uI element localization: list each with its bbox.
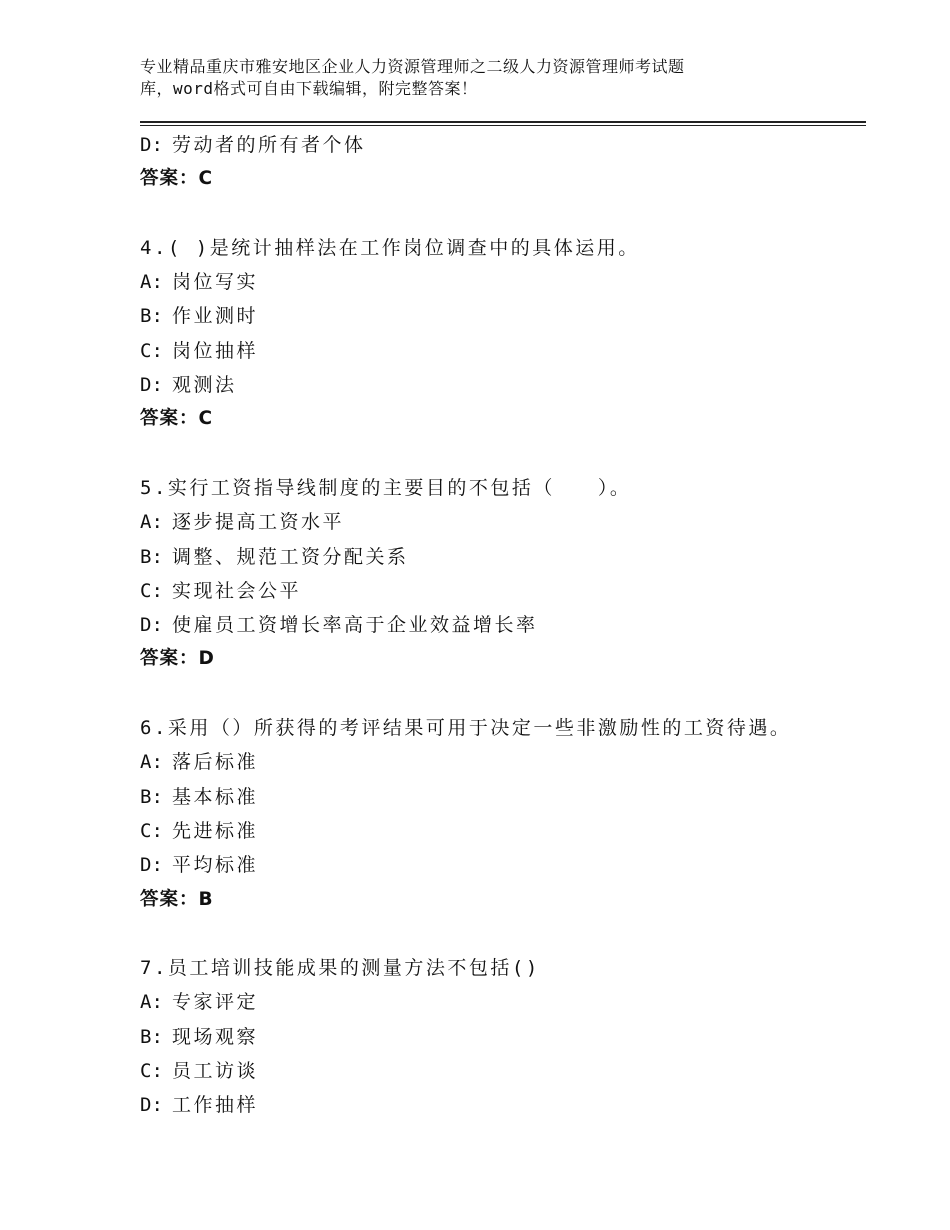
option-text: 岗位抽样 <box>172 339 259 362</box>
option-letter: A: <box>140 991 163 1014</box>
option-letter: D: <box>140 854 163 877</box>
q7-option-a <box>140 985 866 1019</box>
option-letter: B: <box>140 305 163 328</box>
option-text: 基本标准 <box>172 785 259 808</box>
option-letter: C: <box>140 819 163 842</box>
option-text: 逐步提高工资水平 <box>172 511 345 534</box>
option-letter: D: <box>140 374 163 397</box>
option-letter: A: <box>140 511 163 534</box>
option-letter: D: <box>140 614 163 637</box>
q6-answer: 答案：B <box>140 888 214 910</box>
option-text: 观测法 <box>172 374 237 397</box>
q7-option-c <box>140 1054 866 1088</box>
option-text: 调整、规范工资分配关系 <box>172 545 409 568</box>
option-text: 劳动者的所有者个体 <box>172 134 366 156</box>
prev-option-d <box>140 128 866 162</box>
option-letter: C: <box>140 1060 163 1083</box>
q6-option-c <box>140 814 866 848</box>
option-text: 岗位写实 <box>172 271 259 294</box>
q4-option-d <box>140 368 866 402</box>
q6-option-d <box>140 848 866 882</box>
spacer <box>140 197 866 231</box>
q7-option-d <box>140 1088 866 1122</box>
q5-option-a <box>140 505 866 539</box>
option-text: 落后标准 <box>172 751 259 774</box>
option-letter: B: <box>140 1025 163 1048</box>
option-text: 实现社会公平 <box>172 579 302 602</box>
q5-option-b <box>140 540 866 574</box>
q5-stem: 5.实行工资指导线制度的主要目的不包括（ ）。 <box>140 476 632 499</box>
option-text: 员工访谈 <box>172 1060 259 1083</box>
q5-option-d <box>140 608 866 642</box>
option-text: 平均标准 <box>172 854 259 877</box>
spacer <box>140 677 866 711</box>
header-title-line-1: 专业精品重庆市雅安地区企业人力资源管理师之二级人力资源管理师考试题 <box>140 57 685 76</box>
option-letter: A: <box>140 751 163 774</box>
q4-stem: 4.( )是统计抽样法在工作岗位调查中的具体运用。 <box>140 236 640 259</box>
option-letter: C: <box>140 579 163 602</box>
q4-option-a <box>140 265 866 299</box>
option-letter: B: <box>140 545 163 568</box>
q4-option-b <box>140 299 866 333</box>
spacer <box>140 917 866 951</box>
option-text: 工作抽样 <box>172 1094 259 1117</box>
option-letter: A: <box>140 271 163 294</box>
q6-option-a <box>140 745 866 779</box>
header-title-line-2: 库，word格式可自由下载编辑，附完整答案！ <box>140 79 478 98</box>
header-rule-thick <box>140 121 866 123</box>
option-text: 使雇员工资增长率高于企业效益增长率 <box>172 614 538 637</box>
option-letter: D: <box>140 1094 163 1117</box>
question-list <box>140 128 866 1123</box>
q7-option-b <box>140 1020 866 1054</box>
option-letter: B: <box>140 785 163 808</box>
q7-stem: 7.员工培训技能成果的测量方法不包括() <box>140 957 540 980</box>
q5-option-c <box>140 574 866 608</box>
q5-answer: 答案：D <box>140 648 215 670</box>
prev-answer: 答案：C <box>140 168 214 190</box>
q4-option-c <box>140 334 866 368</box>
option-letter: D: <box>140 134 163 156</box>
option-text: 作业测时 <box>172 305 259 328</box>
q6-option-b <box>140 780 866 814</box>
option-text: 现场观察 <box>172 1025 259 1048</box>
option-text: 专家评定 <box>172 991 259 1014</box>
spacer <box>140 437 866 471</box>
header-rule-thin <box>140 125 866 126</box>
document-header <box>140 56 780 100</box>
option-text: 先进标准 <box>172 819 259 842</box>
q6-stem: 6.采用（）所获得的考评结果可用于决定一些非激励性的工资待遇。 <box>140 717 792 740</box>
option-letter: C: <box>140 339 163 362</box>
q4-answer: 答案：C <box>140 408 214 430</box>
